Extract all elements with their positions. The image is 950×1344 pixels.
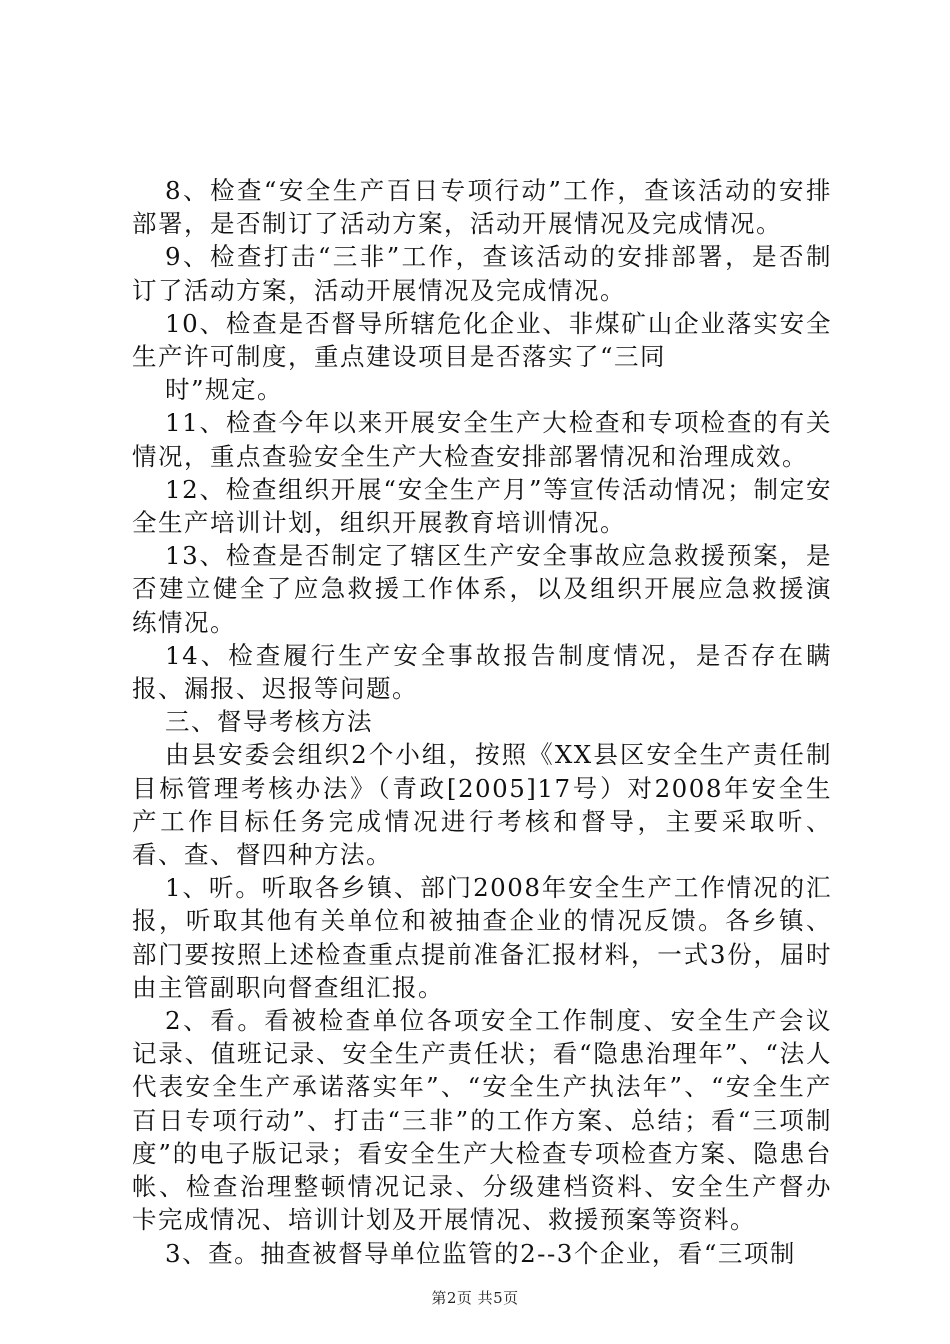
paragraph-method-check: 3、查。抽查被督导单位监管的2--3个企业，看“三项制 xyxy=(165,1238,796,1268)
paragraph-item-14: 14、检查履行生产安全事故报告制度情况，是否存在瞒报、漏报、迟报等问题。 xyxy=(132,640,832,704)
paragraph-item-12: 12、检查组织开展“安全生产月”等宣传活动情况；制定安全生产培训计划，组织开展教育培训情况。 xyxy=(132,474,832,538)
paragraph-item-10: 10、检查是否督导所辖危化企业、非煤矿山企业落实安全生产许可制度，重点建设项目是否落实了“三同 xyxy=(132,308,832,372)
paragraph-item-11: 11、检查今年以来开展安全生产大检查和专项检查的有关情况，重点查验安全生产大检查安排部署情况和治理成效。 xyxy=(132,408,832,471)
paragraph-method-look: 2、看。看被检查单位各项安全工作制度、安全生产会议记录、值班记录、安全生产责任状；看“隐患治理年”、“法人代表安全生产承诺落实年”、“安全生产执法年”、“安全生产百日专项行动”、打击“三非”的工作方案、总结；看“三项制度”的电子版记录；看安全生产大检查专项检查方案、隐患台帐、检查治理整顿情况记录、分级建档资料、安全生产督办卡完成情况、培训计划及开展情况、救援预案等资料。 xyxy=(132,1006,832,1235)
paragraph-item-13: 13、检查是否制定了辖区生产安全事故应急救援预案，是否建立健全了应急救援工作体系，以及组织开展应急救援演练情况。 xyxy=(132,541,832,637)
paragraph-method-listen: 1、听。听取各乡镇、部门2008年安全生产工作情况的汇报，听取其他有关单位和被抽查企业的情况反馈。各乡镇、部门要按照上述检查重点提前准备汇报材料，一式3份，届时由主管副职向督查组汇报。 xyxy=(132,873,832,1002)
paragraph-item-9: 9、检查打击“三非”工作，查该活动的安排部署，是否制订了活动方案，活动开展情况及完成情况。 xyxy=(132,242,832,305)
section-heading-3: 三、督导考核方法 xyxy=(165,707,373,737)
paragraph-method-intro: 由县安委会组织2个小组，按照《XX县区安全生产责任制目标管理考核办法》（青政[2005]17号）对2008年安全生产工作目标任务完成情况进行考核和督导，主要采取听、看、查、督四种方法。 xyxy=(132,740,832,870)
page-number-footer: 第2页 共5页 xyxy=(431,1289,519,1307)
paragraph-item-8: 8、检查“安全生产百日专项行动”工作，查该活动的安排部署，是否制订了活动方案，活动开展情况及完成情况。 xyxy=(132,176,832,239)
paragraph-item-10-continuation: 时”规定。 xyxy=(165,375,284,405)
document-body xyxy=(132,174,832,1270)
